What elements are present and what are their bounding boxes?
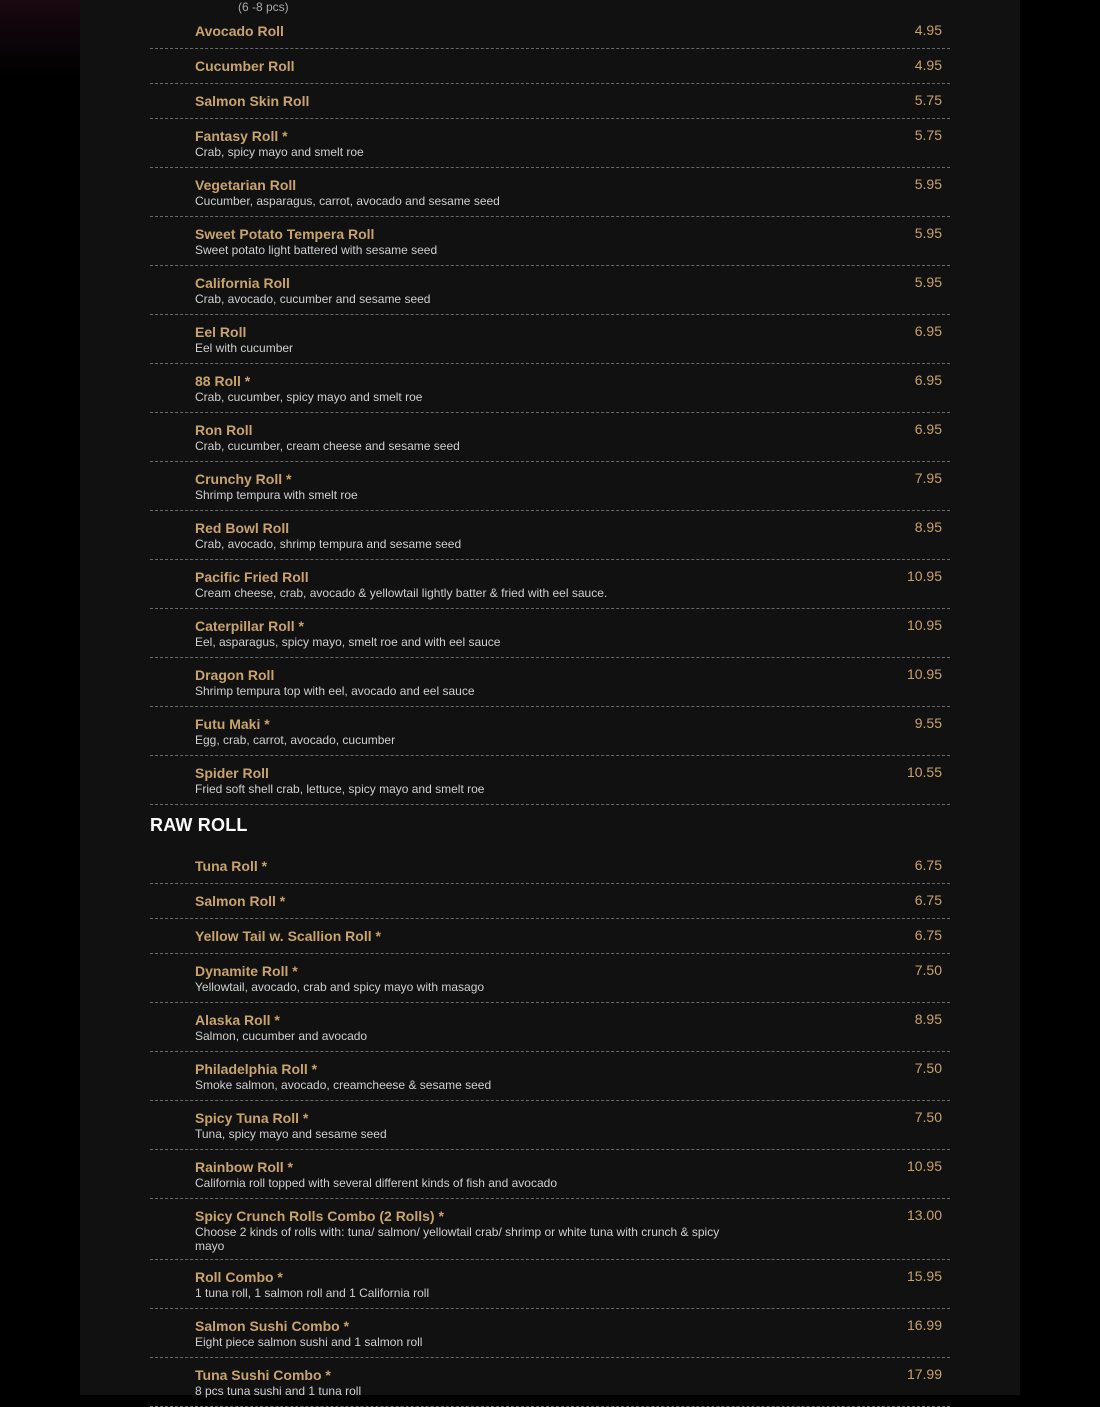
menu-item-name: Ron Roll xyxy=(195,422,253,438)
menu-item xyxy=(150,954,950,1003)
menu-item-price: 15.95 xyxy=(906,1268,942,1284)
menu-item xyxy=(150,1052,950,1101)
menu-item-name: Salmon Roll * xyxy=(195,893,286,909)
menu-item-price: 17.99 xyxy=(906,1366,942,1382)
menu-item-description: Cucumber, asparagus, carrot, avocado and sesame seed xyxy=(195,194,500,208)
menu-item-name: Yellow Tail w. Scallion Roll * xyxy=(195,928,381,944)
menu-item-description: Egg, crab, carrot, avocado, cucumber xyxy=(195,733,396,747)
menu-item-price: 9.55 xyxy=(914,715,942,731)
menu-item-price: 7.50 xyxy=(914,962,942,978)
menu-item-name: Dragon Roll xyxy=(195,667,275,683)
menu-item-description: California roll topped with several different kinds of fish and avocado xyxy=(195,1176,557,1190)
menu-item-description: 8 pcs tuna sushi and 1 tuna roll xyxy=(195,1384,362,1398)
menu-item-price: 7.50 xyxy=(914,1060,942,1076)
menu-item xyxy=(150,1260,950,1309)
menu-item-description: Choose 2 kinds of rolls with: tuna/ salmon/ yellowtail crab/ shrimp or white tuna with crunch & spicy mayo xyxy=(195,1225,720,1253)
menu-item-description: Eel, asparagus, spicy mayo, smelt roe and with eel sauce xyxy=(195,635,501,649)
menu-item-description: Sweet potato light battered with sesame seed xyxy=(195,243,438,257)
menu-item-price: 4.95 xyxy=(914,22,942,38)
menu-item-description: Shrimp tempura top with eel, avocado and eel sauce xyxy=(195,684,475,698)
menu-item-description: Crab, spicy mayo and smelt roe xyxy=(195,145,364,159)
menu-item xyxy=(150,84,950,119)
menu-item-name: Salmon Skin Roll xyxy=(195,93,310,109)
menu-item-price: 16.99 xyxy=(906,1317,942,1333)
background-right xyxy=(1020,0,1100,1395)
section-title-raw-roll: RAW ROLL xyxy=(150,815,248,835)
menu-item xyxy=(150,315,950,364)
menu-item-name: Alaska Roll * xyxy=(195,1012,280,1028)
menu-item xyxy=(150,560,950,609)
section-note: (6 -8 pcs) xyxy=(238,0,289,14)
menu-item-name: Pacific Fried Roll xyxy=(195,569,309,585)
menu-item xyxy=(150,511,950,560)
menu-item-description: Crab, avocado, cucumber and sesame seed xyxy=(195,292,431,306)
menu-item-name: Cucumber Roll xyxy=(195,58,295,74)
menu-item xyxy=(150,658,950,707)
menu-item-description: Cream cheese, crab, avocado & yellowtail lightly batter & fried with eel sauce. xyxy=(195,586,608,600)
rolls-list xyxy=(150,14,950,805)
menu-item-price: 10.95 xyxy=(906,1158,942,1174)
menu-item-price: 7.95 xyxy=(914,470,942,486)
menu-item-price: 10.95 xyxy=(906,617,942,633)
menu-item-name: Spider Roll xyxy=(195,765,269,781)
menu-item-name: Salmon Sushi Combo * xyxy=(195,1318,350,1334)
menu-item xyxy=(150,266,950,315)
menu-item-description: Eight piece salmon sushi and 1 salmon roll xyxy=(195,1335,423,1349)
menu-item xyxy=(150,1003,950,1052)
background-left xyxy=(0,0,80,1395)
menu-item xyxy=(150,168,950,217)
menu-item-description: Crab, cucumber, cream cheese and sesame seed xyxy=(195,439,460,453)
menu-item-price: 10.55 xyxy=(906,764,942,780)
menu-item-description: Smoke salmon, avocado, creamcheese & sesame seed xyxy=(195,1078,492,1092)
menu-item-price: 5.95 xyxy=(914,274,942,290)
menu-item-price: 5.75 xyxy=(914,127,942,143)
menu-item xyxy=(150,1101,950,1150)
menu-item xyxy=(150,1199,950,1260)
menu-item-description: Salmon, cucumber and avocado xyxy=(195,1029,368,1043)
menu-item xyxy=(150,217,950,266)
menu-item-description: Eel with cucumber xyxy=(195,341,294,355)
menu-item xyxy=(150,1309,950,1358)
menu-item-name: Fantasy Roll * xyxy=(195,128,288,144)
menu-item-name: Caterpillar Roll * xyxy=(195,618,304,634)
menu-item-price: 4.95 xyxy=(914,57,942,73)
menu-item xyxy=(150,849,950,884)
menu-item-name: Eel Roll xyxy=(195,324,247,340)
menu-item-name: Roll Combo * xyxy=(195,1269,283,1285)
menu-item xyxy=(150,609,950,658)
menu-item-price: 8.95 xyxy=(914,519,942,535)
menu-item-price: 5.75 xyxy=(914,92,942,108)
menu-item xyxy=(150,14,950,49)
menu-item xyxy=(150,707,950,756)
menu-item xyxy=(150,1358,950,1407)
menu-item-price: 5.95 xyxy=(914,225,942,241)
menu-item xyxy=(150,919,950,954)
menu-item-name: California Roll xyxy=(195,275,290,291)
menu-item-name: Crunchy Roll * xyxy=(195,471,292,487)
menu-item xyxy=(150,119,950,168)
menu-item xyxy=(150,462,950,511)
menu-item-description: Fried soft shell crab, lettuce, spicy mayo and smelt roe xyxy=(195,782,485,796)
menu-item-price: 5.95 xyxy=(914,176,942,192)
menu-item-price: 6.75 xyxy=(914,857,942,873)
menu-item-description: Crab, avocado, shrimp tempura and sesame seed xyxy=(195,537,462,551)
menu-item-description: Tuna, spicy mayo and sesame seed xyxy=(195,1127,387,1141)
menu-item-price: 6.75 xyxy=(914,892,942,908)
menu-item-price: 13.00 xyxy=(906,1207,942,1223)
menu-item-name: Futu Maki * xyxy=(195,716,270,732)
menu-item-description: Shrimp tempura with smelt roe xyxy=(195,488,358,502)
menu-item-price: 8.95 xyxy=(914,1011,942,1027)
menu-item-description: Crab, cucumber, spicy mayo and smelt roe xyxy=(195,390,423,404)
menu-panel xyxy=(80,0,1020,1398)
raw-roll-list xyxy=(150,849,950,1407)
menu-item-price: 10.95 xyxy=(906,568,942,584)
menu-item-description: Yellowtail, avocado, crab and spicy mayo with masago xyxy=(195,980,485,994)
menu-item-name: Red Bowl Roll xyxy=(195,520,290,536)
menu-item-name: Tuna Roll * xyxy=(195,858,268,874)
menu-item-price: 6.95 xyxy=(914,421,942,437)
menu-item-name: Spicy Tuna Roll * xyxy=(195,1110,309,1126)
menu-item-description: 1 tuna roll, 1 salmon roll and 1 California roll xyxy=(195,1286,430,1300)
menu-item-name: Vegetarian Roll xyxy=(195,177,297,193)
menu-item xyxy=(150,49,950,84)
menu-item-name: Sweet Potato Tempera Roll xyxy=(195,226,375,242)
menu-item-price: 6.75 xyxy=(914,927,942,943)
menu-item-name: Avocado Roll xyxy=(195,23,284,39)
menu-item xyxy=(150,413,950,462)
menu-item-name: Dynamite Roll * xyxy=(195,963,298,979)
menu-item xyxy=(150,364,950,413)
menu-item xyxy=(150,1150,950,1199)
menu-item xyxy=(150,756,950,805)
menu-item-name: Spicy Crunch Rolls Combo (2 Rolls) * xyxy=(195,1208,444,1224)
menu-item-name: Rainbow Roll * xyxy=(195,1159,293,1175)
menu-item-price: 7.50 xyxy=(914,1109,942,1125)
menu-item-price: 10.95 xyxy=(906,666,942,682)
menu-item-price: 6.95 xyxy=(914,372,942,388)
menu-item-name: Tuna Sushi Combo * xyxy=(195,1367,331,1383)
menu-item xyxy=(150,884,950,919)
menu-item-name: Philadelphia Roll * xyxy=(195,1061,318,1077)
menu-item-price: 6.95 xyxy=(914,323,942,339)
menu-item-name: 88 Roll * xyxy=(195,373,251,389)
